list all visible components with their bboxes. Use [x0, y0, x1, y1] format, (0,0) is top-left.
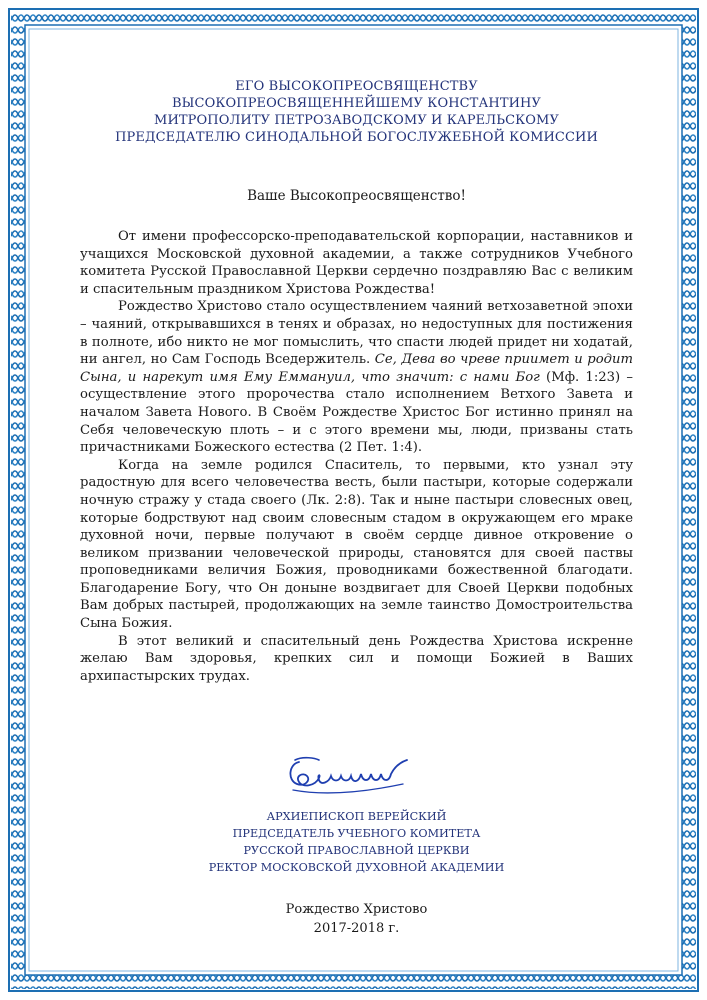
addressee-line: ПРЕДСЕДАТЕЛЮ СИНОДАЛЬНОЙ БОГОСЛУЖЕБНОЙ КОМИССИИ	[115, 130, 598, 145]
signer-line: АРХИЕПИСКОП ВЕРЕЙСКИЙ	[266, 810, 447, 823]
letter-body	[80, 228, 633, 685]
date-occasion: Рождество Христово	[285, 902, 428, 917]
paragraph-2	[80, 298, 633, 456]
signer-line: ПРЕДСЕДАТЕЛЬ УЧЕБНОГО КОМИТЕТА	[232, 827, 481, 840]
paragraph-4: В этот великий и спасительный день Рождества Христова искренне желаю Вам здоровья, крепких сил и помощи Божией в Ваших архипастырских трудах.	[80, 633, 633, 684]
date-year: 2017-2018 г.	[313, 921, 400, 936]
signer-block	[80, 808, 633, 876]
signer-line: РЕКТОР МОСКОВСКОЙ ДУХОВНОЙ АКАДЕМИИ	[208, 861, 505, 874]
addressee-block	[80, 78, 633, 146]
signer-line: РУССКОЙ ПРАВОСЛАВНОЙ ЦЕРКВИ	[243, 844, 470, 857]
scripture-quote: Се, Дева во чреве приимет и родит Сына, и нарекут имя Ему Еммануил, что значит: с нами Бог	[80, 352, 633, 385]
date-block	[80, 900, 633, 938]
addressee-line: МИТРОПОЛИТУ ПЕТРОЗАВОДСКОМУ И КАРЕЛЬСКОМУ	[154, 113, 559, 128]
paragraph-2-end: (Мф. 1:23) – осуществление этого пророчества стало исполнением Ветхого Завета и началом Завета Нового. В Своём Рождестве Христос Бог истинно принял на Себя человеческую плоть – и с этого времени мы, люди, призваны стать причастниками Божеского естества (2 Пет. 1:4).	[80, 369, 633, 456]
paragraph-2-start: Рождество Христово стало осуществлением чаяний ветхозаветной эпохи – чаяний, открывавшихся в тенях и образах, но недоступных для постижения в полноте, ибо никто не мог помыслить, что спасти людей придет ни ходатай, ни ангел, но Сам Господь Вседержитель.	[80, 299, 633, 368]
paragraph-1: От имени профессорско-преподавательской корпорации, наставников и учащихся Московской духовной академии, а также сотрудников Учебного комитета Русской Православной Церкви сердечно поздравляю Вас с великим и спасительным праздником Христова Рождества!	[80, 229, 633, 297]
paragraph-3: Когда на земле родился Спаситель, то первыми, кто узнал эту радостную для всего человечества весть, были пастыри, которые содержали ночную стражу у стада своего (Лк. 2:8). Так и ныне пастыри словесных овец, которые бодрствуют над своим словесным стадом в окружающем его мраке духовной ночи, первые получают в своём сердце дивное откровение о великом призвании человеческой природы, становятся для своей паствы проповедниками величия Божия, проводниками божественной благодати. Благодарение Богу, что Он доныне воздвигает для Своей Церкви подобных Вам добрых пастырей, продолжающих на земле таинство Домостроительства Сына Божия.	[80, 457, 633, 632]
addressee-line: ЕГО ВЫСОКОПРЕОСВЯЩЕНСТВУ	[235, 79, 478, 94]
handwritten-signature	[285, 752, 425, 798]
salutation: Ваше Высокопреосвященство!	[247, 188, 466, 204]
addressee-line: ВЫСОКОПРЕОСВЯЩЕННЕЙШЕМУ КОНСТАНТИНУ	[172, 96, 541, 111]
